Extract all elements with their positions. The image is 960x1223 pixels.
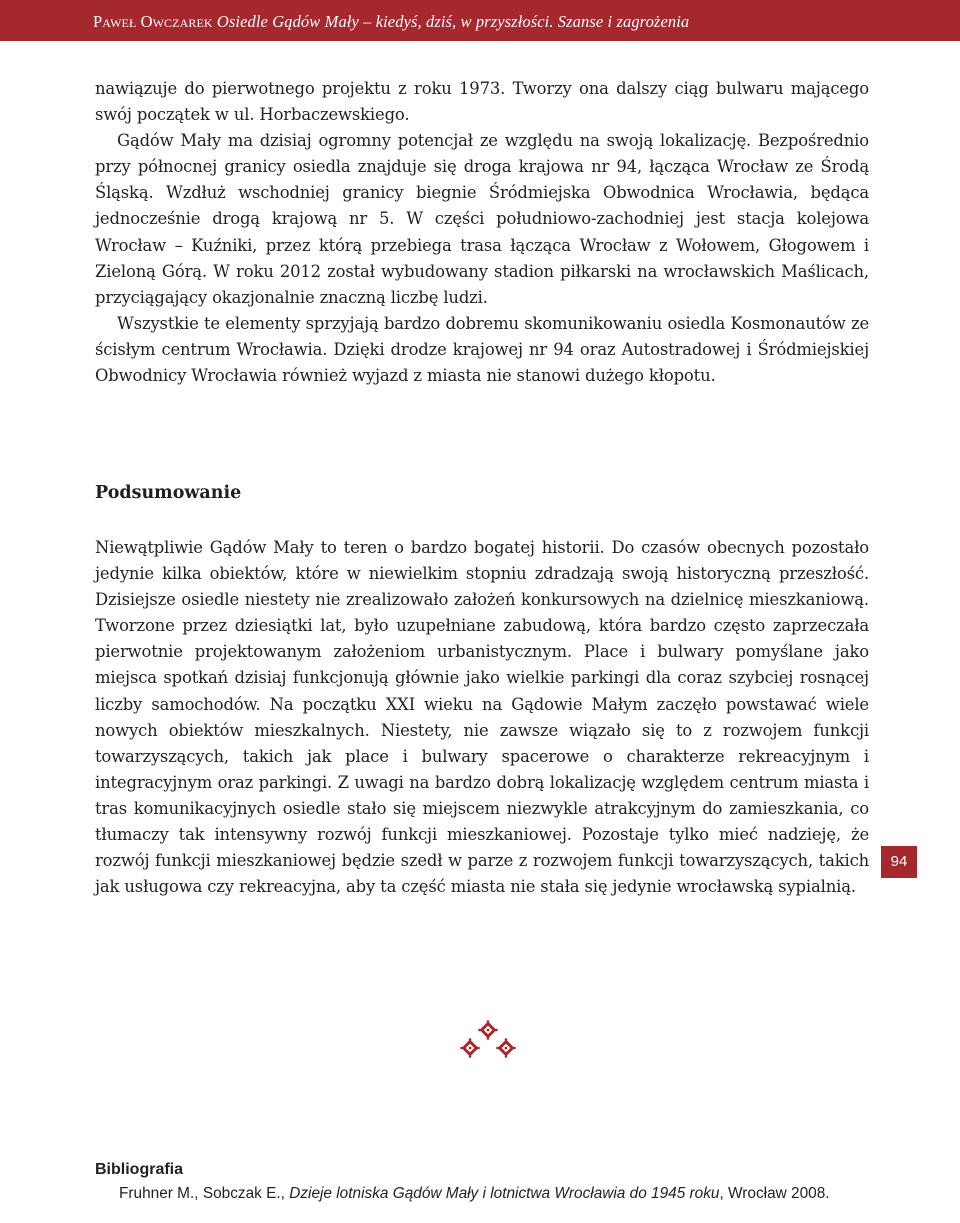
bibliography-heading: Bibliografia — [95, 1161, 184, 1178]
intro-text-block — [95, 76, 869, 389]
summary-text-block — [95, 535, 869, 900]
running-header — [0, 0, 960, 41]
header-author: Paweł Owczarek — [93, 12, 213, 31]
paragraph: Gądów Mały ma dzisiaj ogromny potencjał ze względu na swoją lokalizację. Bezpośrednio przy północnej granicy osiedla znajduje się droga krajowa nr 94, łącząca Wrocław ze Środą Śląską. Wzdłuż wschodniej granicy biegnie Śródmiejska Obwodnica Wrocławia, będąca jednocześnie drogą krajową nr 5. W części południowo-zachodniej jest stacja kolejowa Wrocław – Kuźniki, przez którą przebiega trasa łącząca Wrocław z Wołowem, Głogowem i Zieloną Górą. W roku 2012 został wybudowany stadion piłkarski na wrocławskich Maślicach, przyciągający okazjonalnie znaczną liczbę ludzi. — [95, 131, 869, 307]
running-header-text — [93, 12, 689, 32]
paragraph: Niewątpliwie Gądów Mały to teren o bardzo bogatej historii. Do czasów obecnych pozostało jedynie kilka obiektów, które w niewielkim stopniu zdradzają swoją historyczną przeszłość. Dzisiejsze osiedle niestety nie zrealizowało założeń konkursowych na dzielnicę mieszkaniową. Tworzone przez dziesiątki lat, było uzupełniane zabudową, która bardzo często zaprzeczała pierwotnie projektowanym założeniom urbanistycznym. Place i bulwary pomyślane jako miejsca spotkań dzisiaj funkcjonują głównie jako wielkie parkingi dla coraz szybciej rosnącej liczby samochodów. Na początku XXI wieku na Gądowie Małym zaczęło powstawać wiele nowych obiektów mieszkalnych. Niestety, nie zawsze wiązało się to z rozwojem funkcji towarzyszących, takich jak place i bulwary spacerowe o charakterze rekreacyjnym i integracyjnym oraz parkingi. Z uwagi na bardzo dobrą lokalizację względem centrum miasta i tras komunikacyjnych osiedle stało się miejscem niezwykle atrakcyjnym do zamieszkania, co tłumaczy tak intensywny rozwój funkcji mieszkaniowej. Pozostaje tylko mieć nadzieję, że rozwój funkcji mieszkaniowej będzie szedł w parze z rozwojem funkcji towarzyszących, takich jak usługowa czy rekreacyjna, aby ta część miasta nie stała się jedynie wrocławską sypialnią. — [95, 538, 869, 897]
paragraph: nawiązuje do pierwotnego projektu z roku 1973. Tworzy ona dalszy ciąg bulwaru mającego swój początek w ul. Horbaczewskiego. — [95, 79, 869, 125]
page-number: 94 — [881, 846, 917, 878]
bibliography-entry-rest: , Wrocław 2008. — [719, 1185, 830, 1202]
paragraph: Wszystkie te elementy sprzyjają bardzo dobremu skomunikowaniu osiedla Kosmonautów ze ścisłym centrum Wrocławia. Dzięki drodze krajowej nr 94 oraz Autostradowej i Śródmiejskiej Obwodnicy Wrocławia również wyjazd z miasta nie stanowi dużego kłopotu. — [95, 313, 869, 386]
section-heading-summary: Podsumowanie — [95, 483, 242, 503]
bibliography-entry — [95, 1184, 871, 1204]
floral-ornament-icon — [458, 1020, 518, 1060]
bibliography-entry-title: Dzieje lotniska Gądów Mały i lotnictwa Wrocławia do 1945 roku — [289, 1185, 720, 1202]
header-title: Osiedle Gądów Mały – kiedyś, dziś, w przyszłości. Szanse i zagrożenia — [216, 12, 690, 31]
bibliography-entry-author: Fruhner M., Sobczak E., — [119, 1185, 290, 1202]
